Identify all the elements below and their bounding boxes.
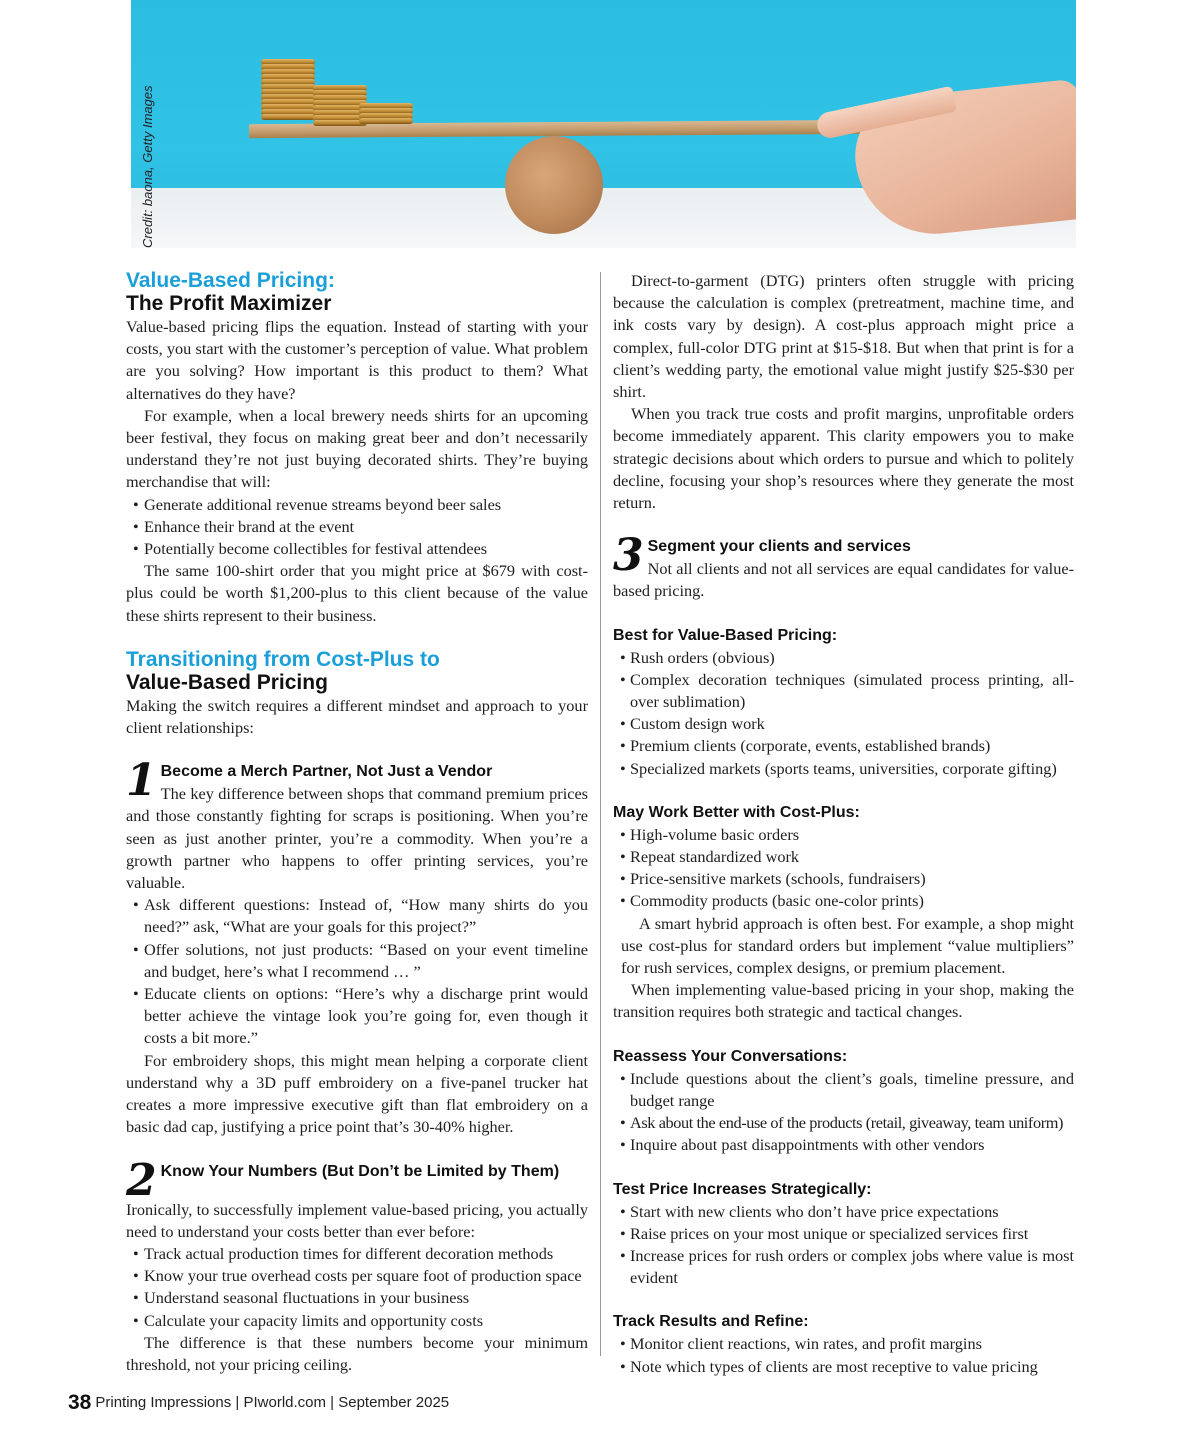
list-item: • Generate additional revenue streams beyond beer sales: [126, 494, 588, 516]
list-item: • Raise prices on your most unique or specialized services first: [613, 1223, 1074, 1245]
paragraph: For embroidery shops, this might mean helping a corporate client understand why a 3D puff embroidery on a five-panel trucker hat creates a more impressive executive gift than flat embroidery on a basic dad cap, justifying a price point that’s 30-40% higher.: [126, 1050, 588, 1137]
numbered-step-3: [613, 530, 1074, 602]
list-item: • Commodity products (basic one-color prints): [613, 890, 1074, 912]
list-item: • Increase prices for rush orders or complex jobs where value is most evident: [613, 1245, 1074, 1289]
bullet-list-brewery: [126, 494, 588, 561]
photo-wooden-fulcrum: [505, 136, 603, 234]
list-item: • Specialized markets (sports teams, universities, corporate gifting): [613, 758, 1074, 780]
bullet-list-reassess: [613, 1068, 1074, 1157]
paragraph: When implementing value-based pricing in your shop, making the transition requires both strategic and tactical changes.: [613, 980, 1074, 1022]
list-item: • Rush orders (obvious): [613, 647, 1074, 669]
left-column: [126, 270, 588, 1376]
paragraph: The key difference between shops that command premium prices and those constantly fighting for scraps is positioning. When you’re seen as just another printer, you’re a commodity. When you’re a growth partner who happens to offer printing services, you’re valuable.: [126, 784, 588, 893]
bullet-list-track: [613, 1333, 1074, 1377]
paragraph: When you track true costs and profit margins, unprofitable orders become immediately apparent. This clarity empowers you to make strategic decisions about which orders to pursue and which to politely decline, focusing your shop’s resources where they generate the most return.: [613, 404, 1074, 513]
paragraph: The difference is that these numbers become your minimum threshold, not your pricing ceiling.: [126, 1332, 588, 1374]
list-item: • High-volume basic orders: [613, 824, 1074, 846]
step-title: Become a Merch Partner, Not Just a Vendor: [160, 763, 493, 781]
page-number: 38: [68, 1391, 92, 1414]
right-column: [613, 270, 1074, 1378]
bullet-list-numbers: [126, 1243, 588, 1332]
list-item: • Educate clients on options: “Here’s why a discharge print would better achieve the vintage look you’re going for, even though it costs a bit more.”: [126, 983, 588, 1050]
list-item: • Complex decoration techniques (simulated process printing, all-over sublimation): [613, 669, 1074, 713]
step-title: Know Your Numbers (But Don’t be Limited by Them): [160, 1162, 560, 1180]
list-item: • Ask different questions: Instead of, “How many shirts do you need?” ask, “What are your goals for this project?”: [126, 894, 588, 938]
paragraph: A smart hybrid approach is often best. For example, a shop might use cost-plus for standard orders but implement “value multipliers” for rush services, complex designs, or premium placement.: [621, 913, 1074, 978]
paragraph: The same 100-shirt order that you might price at $679 with cost-plus could be worth $1,200-plus to this client because of the value these shirts represent to their business.: [126, 561, 588, 625]
photo-credit: Credit: baona, Getty Images: [140, 85, 155, 248]
paragraph: Value-based pricing flips the equation. Instead of starting with your costs, you start with the customer’s perception of value. What problem are you solving? How important is this product to them? What alternatives do they have?: [126, 317, 588, 403]
list-item: • Track actual production times for different decoration methods: [126, 1243, 588, 1265]
list-item: • Premium clients (corporate, events, established brands): [613, 735, 1074, 757]
paragraph: Making the switch requires a different mindset and approach to your client relationships:: [126, 695, 588, 738]
list-item: • Include questions about the client’s goals, timeline pressure, and budget range: [613, 1068, 1074, 1112]
subheading-may-work-cost-plus: May Work Better with Cost-Plus:: [613, 803, 860, 821]
step-number: 3: [613, 530, 644, 582]
paragraph: For example, when a local brewery needs shirts for an upcoming beer festival, they focus on making great beer and don’t necessarily understand they’re not just buying decorated shirts. They’re buying merchandise that will:: [126, 405, 588, 492]
numbered-step-1: [126, 755, 588, 894]
section-heading-value-based: Value-Based Pricing:: [126, 269, 335, 292]
step-number: 1: [126, 755, 157, 807]
section-heading-transitioning: Transitioning from Cost-Plus to: [126, 647, 440, 671]
paragraph: Direct-to-garment (DTG) printers often struggle with pricing because the calculation is complex (pretreatment, machine time, and ink costs vary by design). A cost-plus approach might price a complex, full-color DTG print at $15-$18. But when that print is for a client’s wedding party, the emotional value might justify $25-$30 per shirt.: [613, 271, 1074, 402]
list-item: • Repeat standardized work: [613, 846, 1074, 868]
column-divider: [600, 272, 601, 1356]
list-item: • Potentially become collectibles for festival attendees: [126, 538, 588, 560]
section-subheading-value-based-pricing: Value-Based Pricing: [126, 670, 328, 694]
list-item: • Offer solutions, not just products: “Based on your event timeline and budget, here’s what I recommend … ”: [126, 939, 588, 983]
paragraph: Ironically, to successfully implement value-based pricing, you actually need to understand your costs better than ever before:: [126, 1199, 588, 1241]
list-item: • Understand seasonal fluctuations in your business: [126, 1287, 588, 1309]
list-item: • Know your true overhead costs per square foot of production space: [126, 1265, 588, 1287]
list-item: • Price-sensitive markets (schools, fundraisers): [613, 868, 1074, 890]
section-subheading-profit-maximizer: The Profit Maximizer: [126, 292, 332, 315]
subheading-best-for-value: Best for Value-Based Pricing:: [613, 626, 838, 644]
publication-line: Printing Impressions | PIworld.com | September 2025: [95, 1394, 450, 1411]
list-item: • Start with new clients who don’t have price expectations: [613, 1201, 1074, 1223]
bullet-list-test-price: [613, 1201, 1074, 1290]
list-item: • Note which types of clients are most receptive to value pricing: [613, 1356, 1074, 1378]
photo-coin-stack: [261, 60, 315, 120]
step-title: Segment your clients and services: [647, 538, 911, 556]
list-item: • Enhance their brand at the event: [126, 516, 588, 538]
list-item: • Inquire about past disappointments with other vendors: [613, 1134, 1074, 1156]
page-footer: [68, 1391, 449, 1415]
bullet-list-partner: [126, 894, 588, 1049]
bullet-list-cost-plus: [613, 824, 1074, 913]
paragraph: Not all clients and not all services are equal candidates for value-based pricing.: [613, 559, 1074, 601]
subheading-reassess: Reassess Your Conversations:: [613, 1047, 848, 1065]
list-item: • Calculate your capacity limits and opportunity costs: [126, 1310, 588, 1332]
hero-photo: [131, 0, 1076, 248]
numbered-step-2: [126, 1154, 588, 1243]
list-item: • Custom design work: [613, 713, 1074, 735]
subheading-track-results: Track Results and Refine:: [613, 1313, 809, 1331]
subheading-test-price: Test Price Increases Strategically:: [613, 1180, 872, 1198]
photo-coin-stack: [359, 104, 413, 124]
step-number: 2: [126, 1154, 157, 1206]
list-item: • Ask about the end-use of the products (retail, giveaway, team uniform): [613, 1112, 1074, 1134]
bullet-list-best: [613, 647, 1074, 780]
list-item: • Monitor client reactions, win rates, and profit margins: [613, 1333, 1074, 1355]
